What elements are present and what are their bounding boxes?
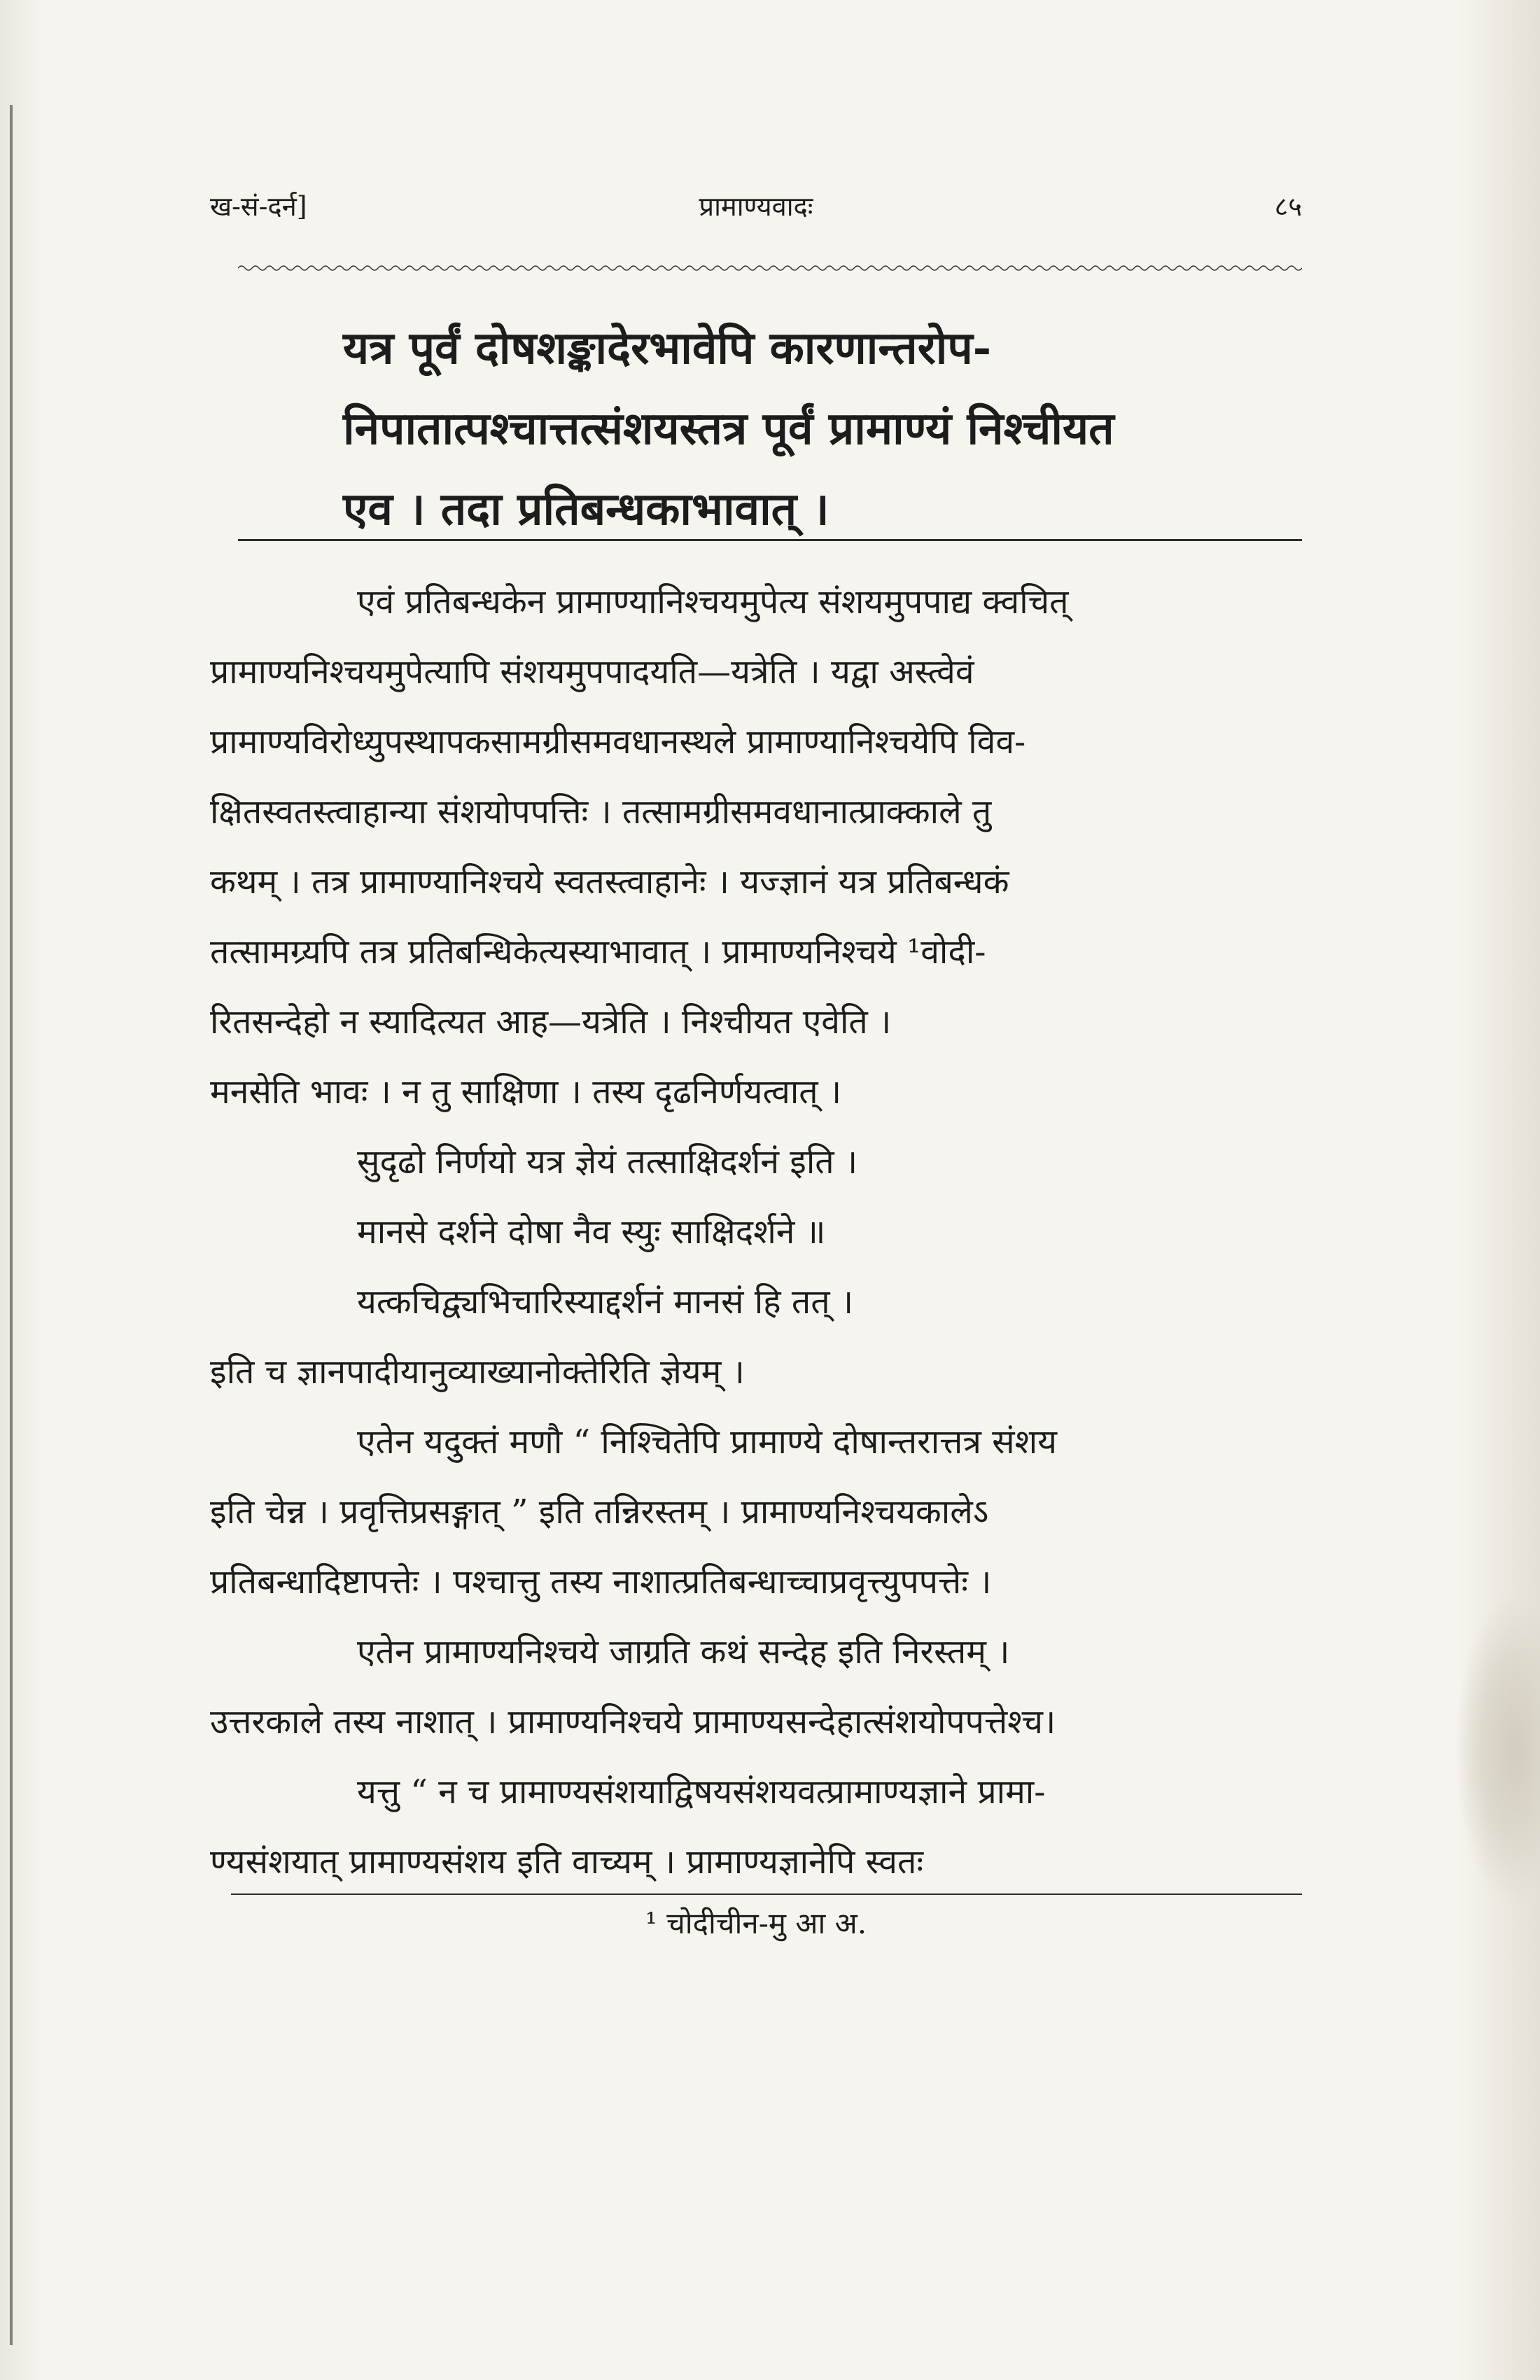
commentary-line: प्रतिबन्धादिष्टापत्तेः । पश्चात्तु तस्य नाशात्प्रतिबन्धाच्चाप्रवृत्त्युपपत्तेः । — [210, 1562, 992, 1602]
header-left: ख-सं-दर्न] — [210, 191, 307, 222]
commentary-line: एतेन प्रामाण्यनिश्चये जाग्रति कथं सन्देह इति निरस्तम् । — [357, 1632, 1010, 1672]
mula-separator — [238, 539, 1302, 541]
mula-line: निपातात्पश्चात्तत्संशयस्तत्र पूर्वं प्रामाण्यं निश्चीयत — [343, 402, 1114, 455]
commentary-line: ण्यसंशयात् प्रामाण्यसंशय इति वाच्यम् । प्रामाण्यज्ञानेपि स्वतः — [210, 1842, 924, 1882]
running-header — [210, 188, 1302, 230]
commentary-line: प्रामाण्यनिश्चयमुपेत्यापि संशयमुपपादयति—यत्रेति । यद्वा अस्त्वेवं — [210, 652, 974, 692]
commentary-text — [210, 567, 1302, 1897]
verse-line: मानसे दर्शने दोषा नैव स्युः साक्षिदर्शने ॥ — [357, 1212, 826, 1252]
header-rule — [238, 262, 1302, 274]
commentary-line: इति चेन्न । प्रवृत्तिप्रसङ्गात् ” इति तन्निरस्तम् । प्रामाण्यनिश्चयकालेऽ — [210, 1492, 989, 1532]
commentary-line: कथम् । तत्र प्रामाण्यानिश्चये स्वतस्त्वाहानेः । यज्ज्ञानं यत्र प्रतिबन्धकं — [210, 862, 1009, 902]
commentary-line: उत्तरकाले तस्य नाशात् । प्रामाण्यनिश्चये प्रामाण्यसन्देहात्संशयोपपत्तेश्च। — [210, 1702, 1056, 1742]
header-title: प्रामाण्यवादः — [699, 191, 813, 222]
commentary-line: एवं प्रतिबन्धकेन प्रामाण्यानिश्चयमुपेत्य संशयमुपपाद्य क्वचित् — [357, 582, 1069, 622]
mula-line: एव । तदा प्रतिबन्धकाभावात् । — [343, 483, 830, 536]
footnote: ¹ चोदीचीन-मु आ अ. — [645, 1906, 867, 1940]
verse-line: यत्कचिद्व्यभिचारिस्याद्दर्शनं मानसं हि तत् । — [357, 1282, 854, 1322]
commentary-line: इति च ज्ञानपादीयानुव्याख्यानोक्तेरिति ज्ञेयम् । — [210, 1352, 745, 1392]
mula-line: यत्र पूर्वं दोषशङ्कादेरभावेपि कारणान्तरोप- — [343, 322, 992, 374]
commentary-line: प्रामाण्यविरोध्युपस्थापकसामग्रीसमवधानस्थले प्रामाण्यानिश्चयेपि विव- — [210, 722, 1026, 762]
footnote-separator — [231, 1893, 1302, 1895]
torn-edge — [1456, 1596, 1540, 1904]
commentary-line: क्षितस्वतस्त्वाहान्या संशयोपपत्तिः । तत्सामग्रीसमवधानात्प्राक्काले तु — [210, 792, 992, 832]
commentary-line: तत्सामग्र्यपि तत्र प्रतिबन्धिकेत्यस्याभावात् । प्रामाण्यनिश्चये ¹वोदी- — [210, 932, 986, 972]
commentary-line: रितसन्देहो न स्यादित्यत आह—यत्रेति । निश्चीयत एवेति । — [210, 1002, 892, 1042]
mula-text — [343, 308, 1309, 550]
binding-edge — [10, 105, 13, 2345]
commentary-line: एतेन यदुक्तं मणौ “ निश्चितेपि प्रामाण्ये दोषान्तरात्तत्र संशय — [357, 1422, 1058, 1462]
verse-line: सुदृढो निर्णयो यत्र ज्ञेयं तत्साक्षिदर्शनं इति । — [357, 1142, 858, 1182]
commentary-line: यत्तु “ न च प्रामाण्यसंशयाद्विषयसंशयवत्प्रामाण्यज्ञाने प्रामा- — [357, 1772, 1046, 1812]
page-number: ८५ — [1274, 191, 1302, 222]
commentary-line: मनसेति भावः । न तु साक्षिणा । तस्य दृढनिर्णयत्वात् । — [210, 1072, 842, 1112]
